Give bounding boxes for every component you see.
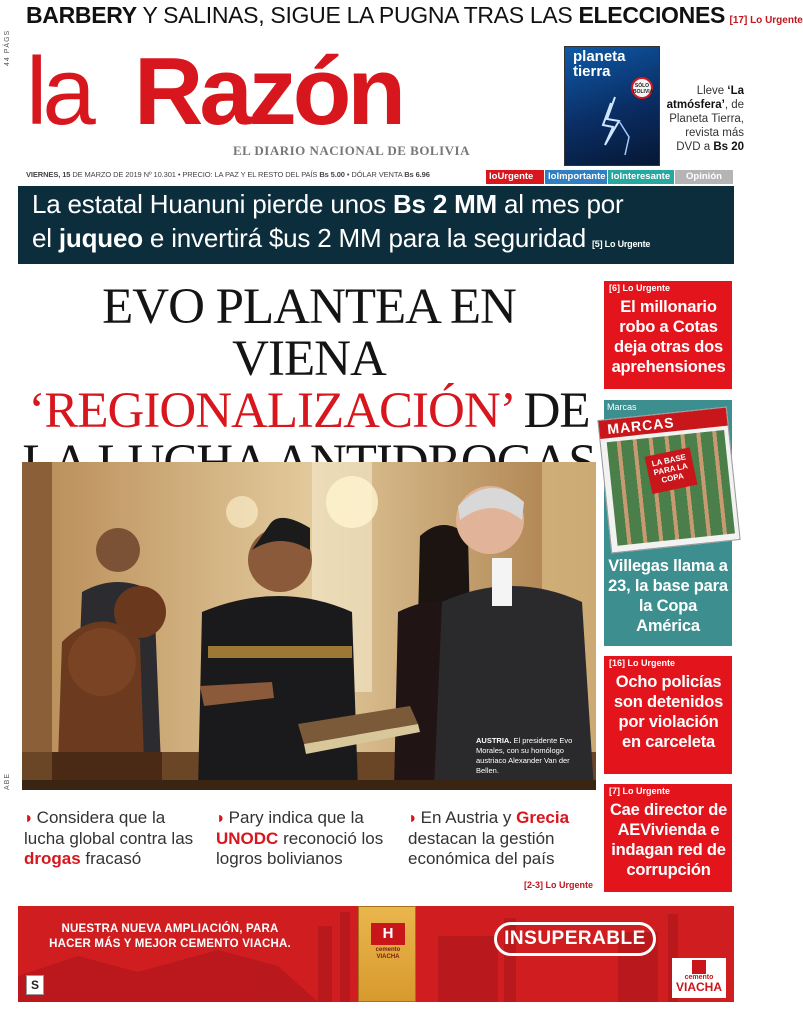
cement-bag-logo: H (371, 923, 405, 945)
section-lo-interesante[interactable]: loInteresante (608, 170, 674, 184)
side-code: ABE (4, 772, 11, 790)
bullet-3-tag: [2-3] Lo Urgente (524, 880, 594, 890)
ad-text: NUESTRA NUEVA AMPLIACIÓN, PARA HACER MÁS Y MEJOR CEMENTO VIACHA. (49, 923, 291, 950)
section-lo-importante[interactable]: loImportante (545, 170, 607, 184)
bullet-story-1[interactable]: ◗ Considera que la lucha global contra las drogas fracasó (24, 808, 194, 868)
bullet-story-3[interactable]: ◗ En Austria y Grecia destacan la gestión económica del país (408, 808, 570, 868)
ad-slogan: INSUPERABLE (494, 922, 656, 956)
cement-bag (358, 906, 416, 1002)
main-headline[interactable] (22, 281, 596, 489)
side-story-tag: [16] Lo Urgente (609, 658, 676, 668)
top-headline-tag: [17] Lo Urgente (729, 15, 803, 26)
top-headline-text: Y SALINAS, SIGUE LA PUGNA TRAS LAS (136, 2, 579, 28)
dateline: VIERNES, 15 DE MARZO DE 2019 Nº 10.301 • PRECIO: LA PAZ Y EL RESTO DEL PAÍS Bs 5.00 • DÓLAR VENTA Bs 6.96 (26, 170, 430, 179)
side-story-aevivienda[interactable] (604, 784, 732, 892)
top-headline[interactable] (26, 2, 803, 32)
bullet-marker-icon: ◗ (408, 810, 418, 827)
bullet-marker-icon: ◗ (24, 810, 34, 827)
promo-seal: SÓLO BOLIVIA (631, 77, 653, 99)
viacha-logo-mark (692, 960, 706, 974)
side-story-text: Ocho policías son detenidos por violación en carceleta (613, 673, 724, 751)
section-opinion[interactable]: Opinión (675, 170, 733, 184)
promo-magazine-cover[interactable] (564, 46, 660, 166)
banner-tag: [5] Lo Urgente (591, 239, 651, 249)
banner-line-1: La estatal Huanuni pierde unos Bs 2 MM al mes por (32, 189, 624, 219)
banner-line-2: el juqueo e invertirá $us 2 MM para la seguridad [5] Lo Urgente (32, 223, 651, 253)
side-story-cotas[interactable] (604, 281, 732, 389)
marcas-text: Villegas llama a 23, la base para la Copa América (608, 557, 728, 635)
masthead[interactable] (26, 40, 486, 162)
marcas-label: Marcas (607, 402, 637, 412)
side-story-tag: [6] Lo Urgente (609, 283, 671, 293)
marcas-badge: LA BASE PARA LA COPA (645, 447, 698, 494)
logo-la: la (26, 38, 91, 145)
bullet-marker-icon: ◗ (216, 810, 226, 827)
sponsor-mark: S (26, 975, 44, 995)
masthead-tagline: EL DIARIO NACIONAL DE BOLIVIA (233, 143, 470, 158)
top-headline-bold-1: BARBERY (26, 2, 137, 28)
section-lo-urgente[interactable]: loUrgente (486, 170, 544, 184)
viacha-logo: cemento VIACHA (672, 958, 726, 998)
marcas-cover-title: MARCAS (598, 408, 727, 439)
side-story-text: El millonario robo a Cotas deja otras dos aprehensiones (611, 298, 726, 376)
logo-razon: Razón (134, 38, 402, 145)
promo-text: Lleve ‘La atmósfera’, de Planeta Tierra, revista más DVD a Bs 20 (666, 85, 744, 153)
cement-bag-text: cemento VIACHA (375, 947, 401, 960)
lightning-icon (585, 97, 645, 157)
headline-line-1: EVO PLANTEA EN VIENA (102, 279, 516, 387)
banner-story[interactable] (18, 186, 734, 264)
headline-line-2: ‘REGIONALIZACIÓN’ DE (28, 383, 590, 439)
side-story-tag: [7] Lo Urgente (609, 786, 671, 796)
side-story-text: Cae director de AEVivienda e indagan red de corrupción (609, 801, 728, 879)
marcas-cover[interactable] (597, 407, 740, 554)
side-story-policias[interactable] (604, 656, 732, 774)
promo-cover-title: planeta tierra (573, 48, 626, 80)
photo-caption: AUSTRIA. El presidente Evo Morales, con su homólogo austriaco Alexander Van der Bellen. (476, 736, 573, 775)
top-headline-bold-2: ELECCIONES (578, 2, 726, 28)
bullet-story-2[interactable]: ◗ Pary indica que la UNODC reconoció los logros bolivianos (216, 808, 384, 868)
page-count: 44 PÁGS (4, 29, 11, 66)
